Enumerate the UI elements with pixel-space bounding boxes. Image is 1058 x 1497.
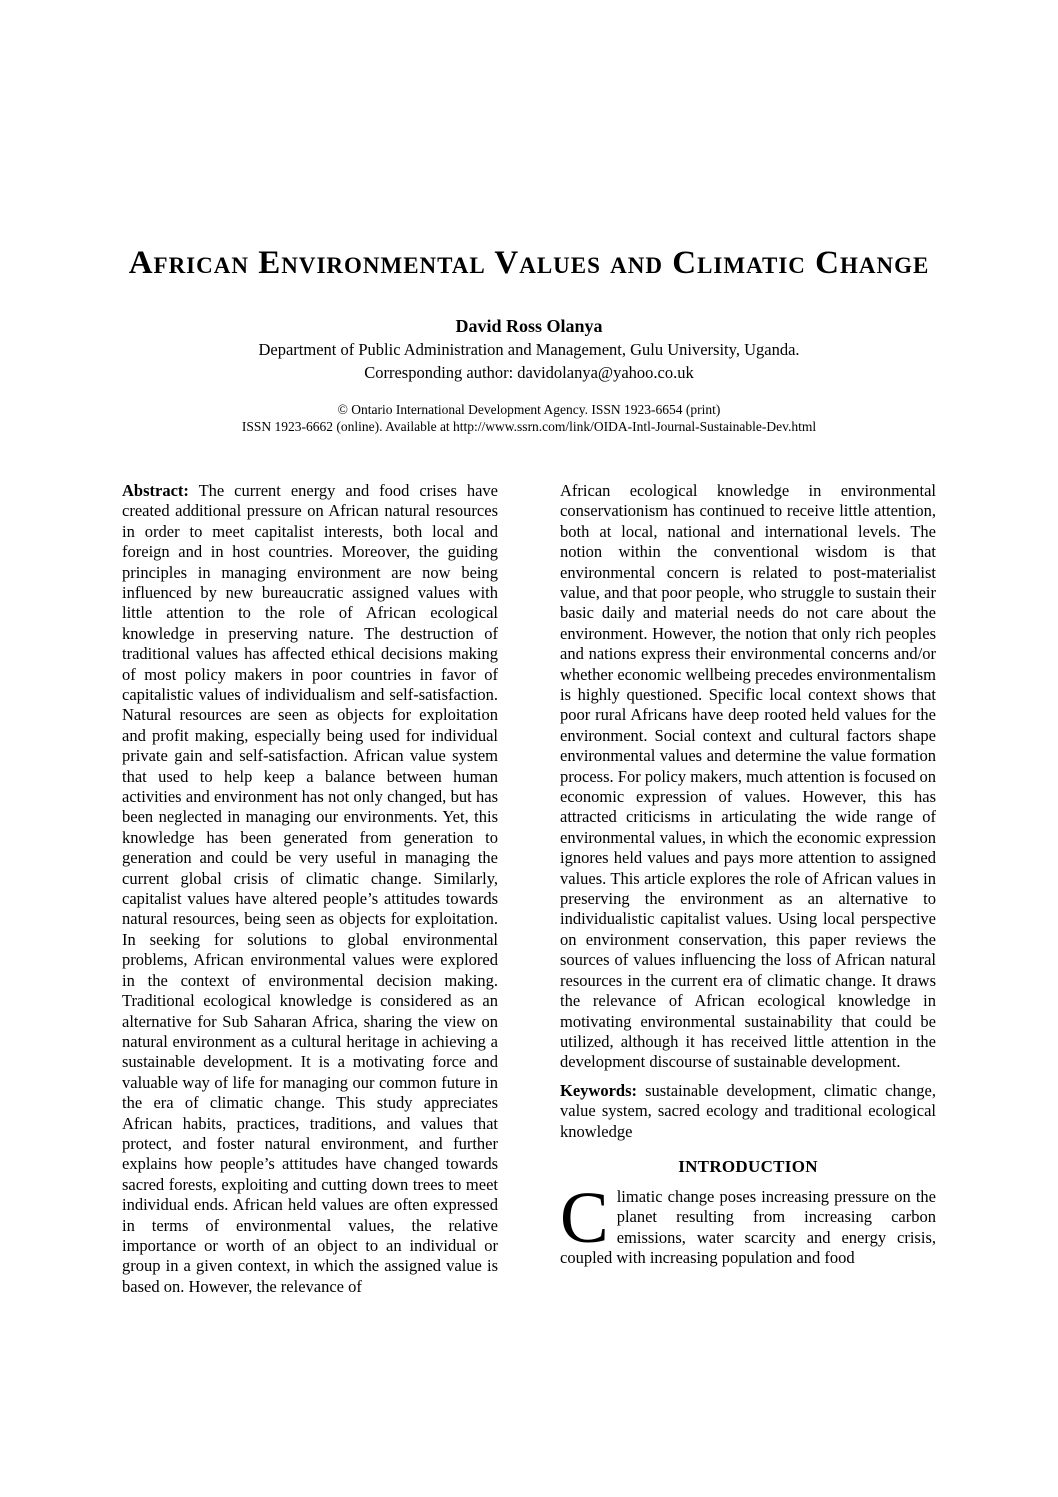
section-heading-introduction: INTRODUCTION bbox=[678, 1156, 818, 1176]
abstract-label: Abstract: bbox=[122, 480, 189, 500]
author-name: David Ross Olanya bbox=[455, 315, 603, 336]
issn-block bbox=[0, 401, 1058, 435]
left-column bbox=[122, 481, 498, 1297]
abstract-text-part1: The current energy and food crises have created additional pressure on African natural resources in order to meet capitalist interests, both local and foreign and in host countries. Moreover, the guiding principles in managing environment are now being influenced by new bureaucratic assigned values with little attention to the role of African ecological knowledge in preserving nature. The destruction of traditional values has affected ethical decisions making of most policy makers in poor countries in favor of capitalistic values of individualism and self-satisfaction. Natural resources are seen as objects for exploitation and profit making, especially being used for individual private gain and self-satisfaction. African value system that used to help keep a balance between human activities and environment has not only changed, but has been neglected in managing our environments. Yet, this knowledge has been generated from generation to generation and could be very useful in managing the current global crisis of climatic change. Similarly, capitalist values have altered people’s attitudes towards natural resources, being seen as objects for exploitation. In seeking for solutions to global environmental problems, African environmental values were explored in the context of environmental decision making. Traditional ecological knowledge is considered as an alternative for Sub Saharan Africa, sharing the view on natural environment as a cultural heritage in achieving a sustainable development. It is a motivating force and valuable way of life for managing our common future in the era of climatic change. This study appreciates African habits, practices, traditions, and values that protect, and foster natural environment, and further explains how people’s attitudes have changed towards sacred forests, exploiting and cutting down trees to meet individual ends. African held values are often expressed in terms of environmental values, the relative importance or worth of an object to an individual or group in a given context, in which the assigned value is based on. However, the relevance of bbox=[122, 480, 499, 1296]
introduction-text: limatic change poses increasing pressure on the planet resulting from increasing carbon emissions, water scarcity and energy crisis, coupled with increasing population and food bbox=[560, 1186, 936, 1268]
introduction-paragraph bbox=[560, 1176, 936, 1269]
corresponding-author: Corresponding author: davidolanya@yahoo.co.uk bbox=[364, 362, 694, 382]
dropcap-letter: C bbox=[560, 1176, 609, 1258]
keywords-label: Keywords: bbox=[560, 1080, 637, 1100]
paper-title: African Environmental Values and Climatic Change bbox=[128, 245, 930, 281]
abstract-paragraph bbox=[122, 481, 498, 1297]
keywords-paragraph bbox=[560, 1081, 936, 1142]
right-column bbox=[560, 481, 936, 1297]
keywords-text: sustainable development, climatic change, value system, sacred ecology and traditional ecological knowledge bbox=[560, 1080, 937, 1141]
copyright-line: © Ontario International Development Agency. ISSN 1923-6654 (print) bbox=[337, 401, 721, 417]
two-column-body bbox=[0, 481, 1058, 1297]
abstract-text-part2: African ecological knowledge in environmental conservationism has continued to receive little attention, both at local, national and international levels. The notion within the conventional wisdom is that environmental concern is related to post-materialist value, and that poor people, who struggle to sustain their basic daily and material needs do not care about the environment. However, the notion that only rich peoples and nations express their environmental concerns and/or whether economic wellbeing precedes environmentalism is highly questioned. Specific local context shows that poor rural Africans have deep rooted held values for the environment. Social context and cultural factors shape environmental values and determine the value formation process. For policy makers, much attention is focused on economic expression of values. However, this has attracted criticisms in articulating the wide range of environmental values, in which the economic expression ignores held values and pays more attention to assigned values. This article explores the role of African values in preserving the environment as an alternative to individualistic capitalist values. Using local perspective on environment conservation, this paper reviews the sources of values influencing the loss of African natural resources in the current era of climatic change. It draws the relevance of African ecological knowledge in motivating environmental sustainability that could be utilized, although it has received little attention in the development discourse of sustainable development. bbox=[560, 480, 936, 1072]
author-block bbox=[0, 315, 1058, 384]
issn-line: ISSN 1923-6662 (online). Available at http://www.ssrn.com/link/OIDA-Intl-Journal-Sustainable-Dev.html bbox=[241, 418, 817, 434]
author-affiliation: Department of Public Administration and Management, Gulu University, Uganda. bbox=[258, 339, 800, 359]
